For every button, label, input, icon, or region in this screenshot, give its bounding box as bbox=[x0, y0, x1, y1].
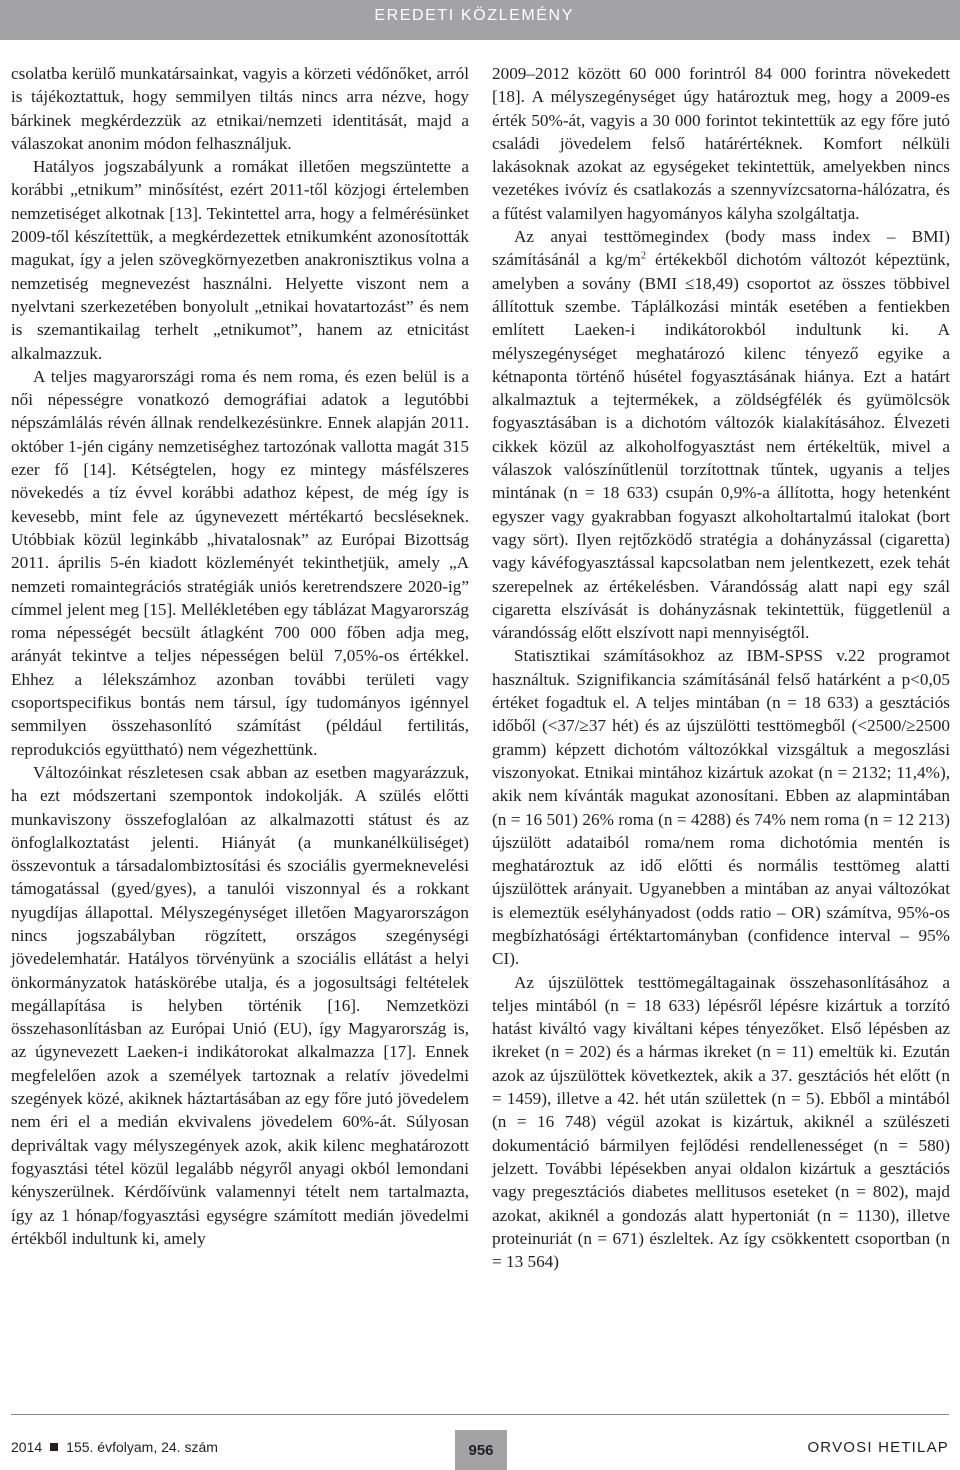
left-column bbox=[11, 62, 469, 1250]
superscript: 2 bbox=[640, 250, 646, 262]
paragraph: Statisztikai számításokhoz az IBM-SPSS v.22 programot használtuk. Szignifikancia számításánál felső határként a p<0,05 értéket fogadtuk el. A teljes mintában (n = 18 633) a gesztációs időből (<37/≥37 hét) és az újszülötti testtömegből (<2500/≥2500 gramm) képzett dichotóm változókkal vizsgáltuk a megoszlási viszonyokat. Etnikai mintához kizártuk azokat (n = 2132; 11,4%), akik nem kívánták magukat azonosítani. Ebben az alapmintában (n = 16 501) 26% roma (n = 4288) és 74% nem roma (n = 12 213) újszülött adataiból roma/nem roma dichotómia mentén is meghatároztuk az idő előtti és normális testtömeg alatti újszülöttek arányait. Ugyanebben a mintában az anyai változókat is elemeztük esélyhányadost (odds ratio – OR) számítva, 95%-os megbízhatósági értéktartományban (confidence interval – 95% CI). bbox=[492, 646, 950, 969]
footer-year: 2014 bbox=[11, 1439, 43, 1455]
text-span: Az anyai testtömegindex (body mass index – BMI) számításánál a kg/m bbox=[492, 227, 950, 270]
paragraph: Változóinkat részletesen csak abban az esetben magyarázzuk, ha ezt módszertani szempontok indokolják. A szülés előtti munkaviszony összefoglalóan az alkalmazotti státust és az önfoglalkoztatást jelenti. Hiányát (a munkanélküliséget) összevontuk a társadalombiztosítási és szociális gyermeknevelési támogatással (gyed/gyes), a tanulói viszonnyal és a rokkant nyugdíjas állapottal. Mélyszegénységet illetően Magyarországon nincs jogszabályban rögzített, országos szegénységi jövedelemhatár. Hatályos törvényünk a szociális ellátást a helyi önkormányzatok hatáskörébe utalja, és a jogosultsági feltételek megállapítása is helyben történik [16]. Nemzetközi összehasonlításban az Európai Unió (EU), így Magyarország is, az úgynevezett Laeken-i indikátorokat alkalmazza [17]. Ennek megfelelően azok a személyek tartoznak a relatív jövedelmi szegények közé, akiknek háztartásában az egy főre jutó jövedelem nem éri el a medián ekvivalens jövedelem 60%-át. Súlyosan depriváltak vagy mélyszegények azok, akik kilenc meghatározott fogyasztási tétel közül legalább négyről anyagi okból lemondani kényszerülnek. Kérdőívünk valamennyi tételt nem tartalmazta, így az 1 hónap/fogyasztási egységre számított medián jövedelmi értékből indultunk ki, amely bbox=[11, 762, 469, 1248]
paragraph: Az újszülöttek testtömegáltagainak összehasonlításához a teljes mintából (n = 18 633) lépésről lépésre kizártuk a torzító hatást kiváltó vagy kiváltani képes tényezőket. Első lépésben az ikreket (n = 202) és a hármas ikreket (n = 11) emeltük ki. Ezután azok az újszülöttek következtek, akik a 37. gesztációs hét előtt (n = 1459), illetve a 42. hét után születtek (n = 5). Ebből a mintából (n = 16 748) végül azokat is kizártuk, akiknél a szülészeti dokumentáció bármilyen fejlődési rendellenességet (n = 580) jelzett. További lépésekben anyai oldalon kizártuk a gesztációs vagy pregesztációs diabetes mellitusos eseteket (n = 802), majd azokat, akiknél a gondozás alatt hypertoniát (n = 1130), illetve proteinuriát (n = 671) észleltek. Az így csökkentett csoportban (n = 13 564) bbox=[492, 972, 950, 1272]
paragraph: Hatályos jogszabályunk a romákat illetően megszüntette a korábbi „etnikum” minősítést, ezért 2011-től közjogi értelemben nemzetiséget alkotnak [13]. Tekintettel arra, hogy a felmérésünket 2009-től készítettük, a megkérdezettek etnikumként azonosították magukat, így a jelen szövegkörnyezetben anakronisztikus volna a nemzetiség megnevezést használni. Helyette viszont nem a nyelvtani szerkezetében bonyolult „etnikai hovatartozást” és nem is szemantikailag terhelt „etnikumot”, hanem az etnicitást alkalmazzuk. bbox=[11, 157, 469, 363]
paragraph: csolatba kerülő munkatársainkat, vagyis a körzeti védőnőket, arról is tájékoztattuk, hogy semmilyen tiltás nincs arra nézve, hogy bárkinek megkérdezzük az etnikai/nemzeti identitását, majd a válaszokat anonim módon felhasználjuk. bbox=[11, 64, 469, 153]
header-bar bbox=[0, 0, 960, 40]
paragraph: A teljes magyarországi roma és nem roma, és ezen belül is a női népességre vonatkozó demográfiai adatok a legutóbbi népszámlálás révén állnak rendelkezésünkre. Ennek alapján 2011. október 1-jén cigány nemzetiséghez tartozónak vallotta magát 315 ezer fő [14]. Kétségtelen, hogy ez mintegy másfélszeres növekedés a tíz évvel korábbi adathoz képest, de még így is kevesebb, mint fele az úgynevezett mértékartó becsléseknek. Utóbbiak közül leginkább „hivatalosnak” az Európai Bizottság 2011. április 5-én kiadott közleményét tekinthetjük, amely „A nemzeti romaintegrációs stratégiák uniós keretrendszere 2020-ig” címmel jelent meg [15]. Mellékletében egy táblázat Magyarország roma népességét becsült átlagként 700 000 főben adja meg, arányát tekintve a teljes népességen belül 7,05%-os értékkel. Ehhez a lélekszámhoz azonban további területi vagy csoportspecifikus bontás nem társul, így tudományos igénnyel semmilyen összehasonlító számítást (például fertilitás, reprodukciós együttható) nem végezhettünk. bbox=[11, 366, 469, 759]
paragraph: 2009–2012 között 60 000 forintról 84 000 forintra növekedett [18]. A mélyszegénységet úgy határoztuk meg, hogy a 2009-es érték 50%-át, vagyis a 30 000 forintot tekintettük az egy főre jutó családi jövedelem felső határértéknek. Komfort nélküli lakásoknak azokat az egységeket tekintettük, amelyekben nincs vezetékes ivóvíz és csatlakozás a szennyvízcsatorna-hálózatra, és a fűtést valamilyen hagyományos kályha szolgáltatja. bbox=[492, 64, 950, 223]
footer-issue: 155. évfolyam, 24. szám bbox=[66, 1439, 218, 1455]
page-number: 956 bbox=[468, 1441, 494, 1459]
text-span: értékekből dichotóm változót képeztünk, amelyben a sovány (BMI ≤18,49) csoportot az összes többivel állítottuk szembe. Táplálkozási minták esetében a fentiekben említett Laeken-i indikátorokból indultunk ki. A mélyszegénységet meghatározó kilenc tényező egyike a kétnaponta történő húsétel fogyasztásának hiánya. Ezt a határt alkalmaztuk a tejtermékek, a zöldségfélék és gyümölcsök fogyasztásában is a dichotóm változók kialakításához. Élvezeti cikkek közül az alkoholfogyasztást nem értékeltük, mivel a válaszok valószínűtlenül torzítottnak tűntek, ugyanis a teljes mintának (n = 18 633) csupán 0,9%-a állította, hogy hetenként egyszer vagy gyakrabban fogyaszt alkoholtartalmú italokat (bort vagy sört). Ilyen rejtőzködő stratégia a dohányzással (cigaretta) vagy kávéfogyasztással kapcsolatban nem jelentkezett, ezek tehát szerepelnek az értékelésben. Várandósság alatt napi egy szál cigaretta elszívását is dohányzásnak tekintettük, függetlenül a várandósság előtt elszívott napi mennyiségtől. bbox=[492, 250, 950, 643]
footer-divider bbox=[11, 1414, 949, 1415]
footer-issue-info bbox=[11, 1439, 218, 1455]
right-column bbox=[492, 62, 950, 1273]
square-bullet-icon bbox=[50, 1443, 58, 1451]
page-number-box bbox=[455, 1430, 507, 1470]
section-label: EREDETI KÖZLEMÉNY bbox=[374, 7, 574, 24]
journal-name: ORVOSI HETILAP bbox=[807, 1439, 949, 1456]
paragraph-bmi bbox=[492, 225, 950, 644]
